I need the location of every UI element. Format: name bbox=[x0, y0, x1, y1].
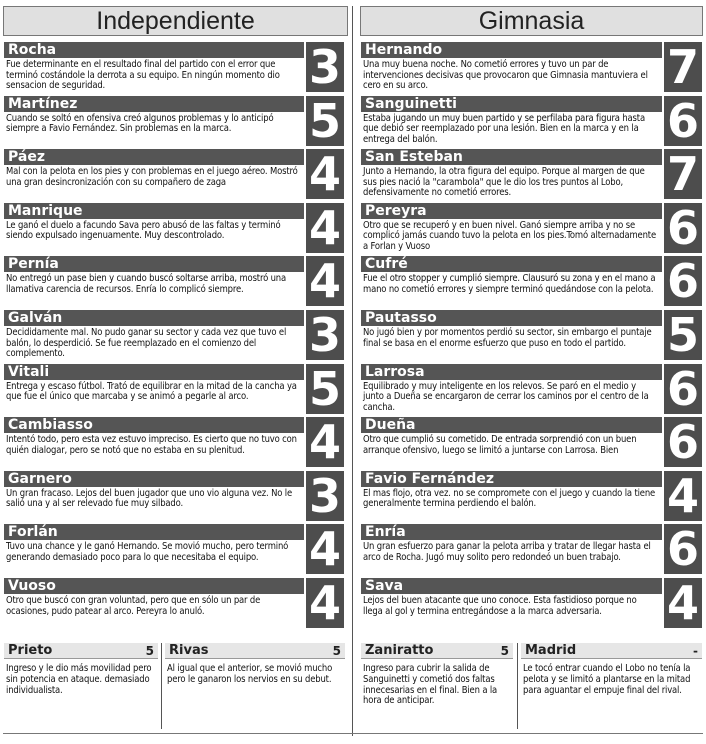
player-description: Cuando se soltó en ofensiva creó algunos problemas y lo anticipó siempre a Favio Fernández. Sin problemas en la marca. bbox=[6, 112, 274, 135]
player-score: 5 bbox=[664, 310, 702, 360]
sub-divider bbox=[161, 643, 162, 729]
player-name: San Esteban bbox=[361, 149, 662, 165]
player-name: Favio Fernández bbox=[361, 471, 662, 487]
sub-card-rivas bbox=[165, 643, 345, 729]
player-name: Cufré bbox=[361, 256, 662, 272]
player-score: 7 bbox=[664, 149, 702, 199]
player-name: Pereyra bbox=[361, 203, 662, 219]
sub-name: Madrid bbox=[525, 643, 577, 658]
player-name: Vitali bbox=[4, 364, 304, 380]
player-rating bbox=[361, 42, 702, 94]
player-rating bbox=[361, 149, 702, 201]
player-score: 4 bbox=[664, 578, 702, 628]
player-name: Martínez bbox=[4, 96, 304, 112]
player-score: 3 bbox=[306, 310, 344, 360]
player-rating bbox=[4, 256, 344, 308]
player-description: Otro que buscó con gran voluntad, pero que en sólo un par de ocasiones, pudo patear al arco. Pereyra lo anuló. bbox=[6, 595, 261, 617]
player-score: 4 bbox=[306, 417, 344, 467]
player-name: Hernando bbox=[361, 42, 662, 58]
player-description: El mas flojo, otra vez. no se compromete con el juego y cuando la tiene generalmente termina perdiendo el balón. bbox=[363, 487, 656, 510]
player-score: 5 bbox=[306, 96, 344, 146]
sub-score: 5 bbox=[500, 644, 509, 658]
player-score: 7 bbox=[664, 42, 702, 92]
column-divider bbox=[352, 6, 353, 736]
player-name: Rocha bbox=[4, 42, 304, 58]
sub-name: Prieto bbox=[8, 643, 53, 658]
player-name: Garnero bbox=[4, 471, 304, 487]
player-score: 3 bbox=[306, 471, 344, 521]
team-header-independiente: Independiente bbox=[3, 6, 348, 36]
player-name: Cambiasso bbox=[4, 417, 304, 433]
player-description: Un gran fracaso. Lejos del buen jugador que uno vio alguna vez. No le salió una y al ser relevado fue muy silbado. bbox=[6, 487, 292, 510]
player-score: 4 bbox=[306, 578, 344, 628]
sub-name-bar bbox=[521, 643, 702, 659]
team-header-gimnasia: Gimnasia bbox=[360, 6, 703, 36]
player-rating bbox=[361, 361, 702, 416]
player-description: Lejos del buen atacante que uno conoce. Esta fastidioso porque no llega al gol y termina entregándose a la marca adversaria. bbox=[363, 595, 637, 617]
player-score: 6 bbox=[664, 256, 702, 306]
player-description: No jugó bien y por momentos perdió su sector, sin embargo el puntaje final se basa en el enorme esfuerzo que puso en todo el partido. bbox=[363, 327, 652, 349]
player-score: 6 bbox=[664, 417, 702, 467]
sub-description: Al igual que el anterior, se movió mucho pero le ganaron los nervios en su debut. bbox=[167, 663, 333, 685]
player-rating bbox=[4, 361, 344, 416]
bottom-rule bbox=[3, 733, 703, 734]
player-rating bbox=[4, 200, 344, 255]
player-name: Dueña bbox=[361, 417, 662, 433]
sub-divider bbox=[517, 643, 518, 729]
player-name: Páez bbox=[4, 149, 304, 165]
sub-name: Rivas bbox=[169, 643, 209, 658]
player-rating bbox=[361, 578, 702, 630]
player-rating bbox=[361, 200, 702, 255]
sub-name-bar bbox=[361, 643, 513, 659]
player-description: Una muy buena noche. No cometió errores y tuvo un par de intervenciones decisivas que provocaron que Gimnasia mantuviera el cero en su arco. bbox=[363, 59, 648, 92]
sub-card-prieto bbox=[4, 643, 158, 729]
player-rating bbox=[4, 578, 344, 630]
player-rating bbox=[361, 468, 702, 523]
player-name: Pautasso bbox=[361, 310, 662, 326]
player-name: Vuoso bbox=[4, 578, 304, 594]
player-rating bbox=[361, 417, 702, 469]
sub-score: 5 bbox=[332, 644, 341, 658]
player-description: Le ganó el duelo a facundo Sava pero abusó de las faltas y terminó siendo expulsado ingenuamente. Muy descontrolado. bbox=[6, 219, 281, 242]
player-score: 4 bbox=[306, 524, 344, 574]
player-description: Entrega y escaso fútbol. Trató de equilibrar en la mitad de la cancha ya que fue el único que marcaba y se animó a pegarle al arco. bbox=[6, 380, 297, 403]
player-description: Un gran esfuerzo para ganar la pelota arriba y tratar de llegar hasta el arco de Rocha. Jugó muy solito pero redondeó un buen trabajo. bbox=[363, 541, 651, 563]
sub-description: Ingreso para cubrir la salida de Sanguinetti y cometió dos faltas innecesarias en el final. Bien a la hora de anticipar. bbox=[363, 663, 498, 707]
player-name: Forlán bbox=[4, 524, 304, 540]
player-description: Otro que cumplió su cometido. De entrada sorprendió con un buen arranque ofensivo, luego se limitó a juntarse con Larrosa. Bien bbox=[363, 434, 637, 456]
player-description: No entregó un pase bien y cuando buscó soltarse arriba, mostró una llamativa carencia de recursos. Enría lo complicó siempre. bbox=[6, 273, 287, 295]
player-description: Equilibrado y muy inteligente en los relevos. Se paró en el medio y junto a Dueña se encargaron de cerrar los caminos por el centro de la cancha. bbox=[363, 380, 649, 413]
player-name: Enría bbox=[361, 524, 662, 540]
player-rating bbox=[361, 310, 702, 362]
player-score: 4 bbox=[306, 256, 344, 306]
player-description: Fue el otro stopper y cumplió siempre. Clausuró su zona y en el mano a mano no cometió errores y siempre terminó quedándose con la pelota. bbox=[363, 273, 656, 295]
player-description: Decididamente mal. No pudo ganar su sector y cada vez que tuvo el balón, lo desperdició. Se fue reemplazado en el comienzo del complemento. bbox=[6, 327, 287, 360]
sub-card-madrid bbox=[521, 643, 702, 729]
player-rating bbox=[4, 42, 344, 94]
player-rating bbox=[361, 93, 702, 148]
player-rating bbox=[4, 524, 344, 576]
sub-description: Ingreso y le dio más movilidad pero sin potencia en ataque. demasiado individualista. bbox=[6, 663, 152, 696]
player-rating bbox=[4, 468, 344, 523]
sub-description: Le tocó entrar cuando el Lobo no tenía la pelota y se limitó a plantarse en la mitad para aguantar el empuje final del rival. bbox=[523, 663, 691, 696]
player-description: Otro que se recuperó y en buen nivel. Ganó siempre arriba y no se complicó jamás cuando tuvo la pelota en los pies.Tomó alternadamente a Forlan y Vuoso bbox=[363, 219, 656, 252]
player-rating bbox=[4, 417, 344, 469]
sub-name-bar bbox=[4, 643, 158, 659]
player-rating bbox=[361, 256, 702, 308]
player-score: 5 bbox=[306, 364, 344, 414]
player-name: Manrique bbox=[4, 203, 304, 219]
player-name: Galván bbox=[4, 310, 304, 326]
player-name: Larrosa bbox=[361, 364, 662, 380]
player-description: Mal con la pelota en los pies y con problemas en el juego aéreo. Mostró una gran desincronización con su compañero de zaga bbox=[6, 166, 298, 188]
player-description: Tuvo una chance y le ganó Hernando. Se movió mucho, pero terminó generando demasiado poco para lo que necesitaba el equipo. bbox=[6, 541, 289, 563]
player-score: 3 bbox=[306, 42, 344, 92]
player-description: Junto a Hernando, la otra figura del equipo. Porque al margen de que sus pies nació la "carambola" que le dio los tres puntos al Lobo, defensivamente no cometió errores. bbox=[363, 166, 645, 199]
player-score: 6 bbox=[664, 96, 702, 146]
player-score: 6 bbox=[664, 524, 702, 574]
player-name: Sanguinetti bbox=[361, 96, 662, 112]
sub-name: Zaniratto bbox=[365, 643, 434, 658]
player-description: Fue determinante en el resultado final del partido con el error que terminó costándole la derrota a su equipo. En ningún momento dio sensacion de seguridad. bbox=[6, 59, 280, 92]
player-score: 4 bbox=[664, 471, 702, 521]
player-score: 6 bbox=[664, 203, 702, 253]
player-score: 4 bbox=[306, 203, 344, 253]
player-rating bbox=[4, 149, 344, 201]
player-name: Sava bbox=[361, 578, 662, 594]
player-score: 6 bbox=[664, 364, 702, 414]
player-rating bbox=[4, 93, 344, 148]
player-rating bbox=[4, 310, 344, 362]
sub-card-zaniratto bbox=[361, 643, 513, 729]
player-score: 4 bbox=[306, 149, 344, 199]
player-description: Estaba jugando un muy buen partido y se perfilaba para figura hasta que debió ser reemplazado por una lesión. Bien en la marca y en la entrega del balón. bbox=[363, 112, 645, 145]
player-description: Intentó todo, pero esta vez estuvo impreciso. Es cierto que no tuvo con quién dialogar, pero se notó que no estaba en su plenitud. bbox=[6, 434, 297, 456]
player-rating bbox=[361, 524, 702, 576]
sub-name-bar bbox=[165, 643, 345, 659]
player-name: Pernía bbox=[4, 256, 304, 272]
sub-score: - bbox=[693, 644, 698, 658]
sub-score: 5 bbox=[145, 644, 154, 658]
